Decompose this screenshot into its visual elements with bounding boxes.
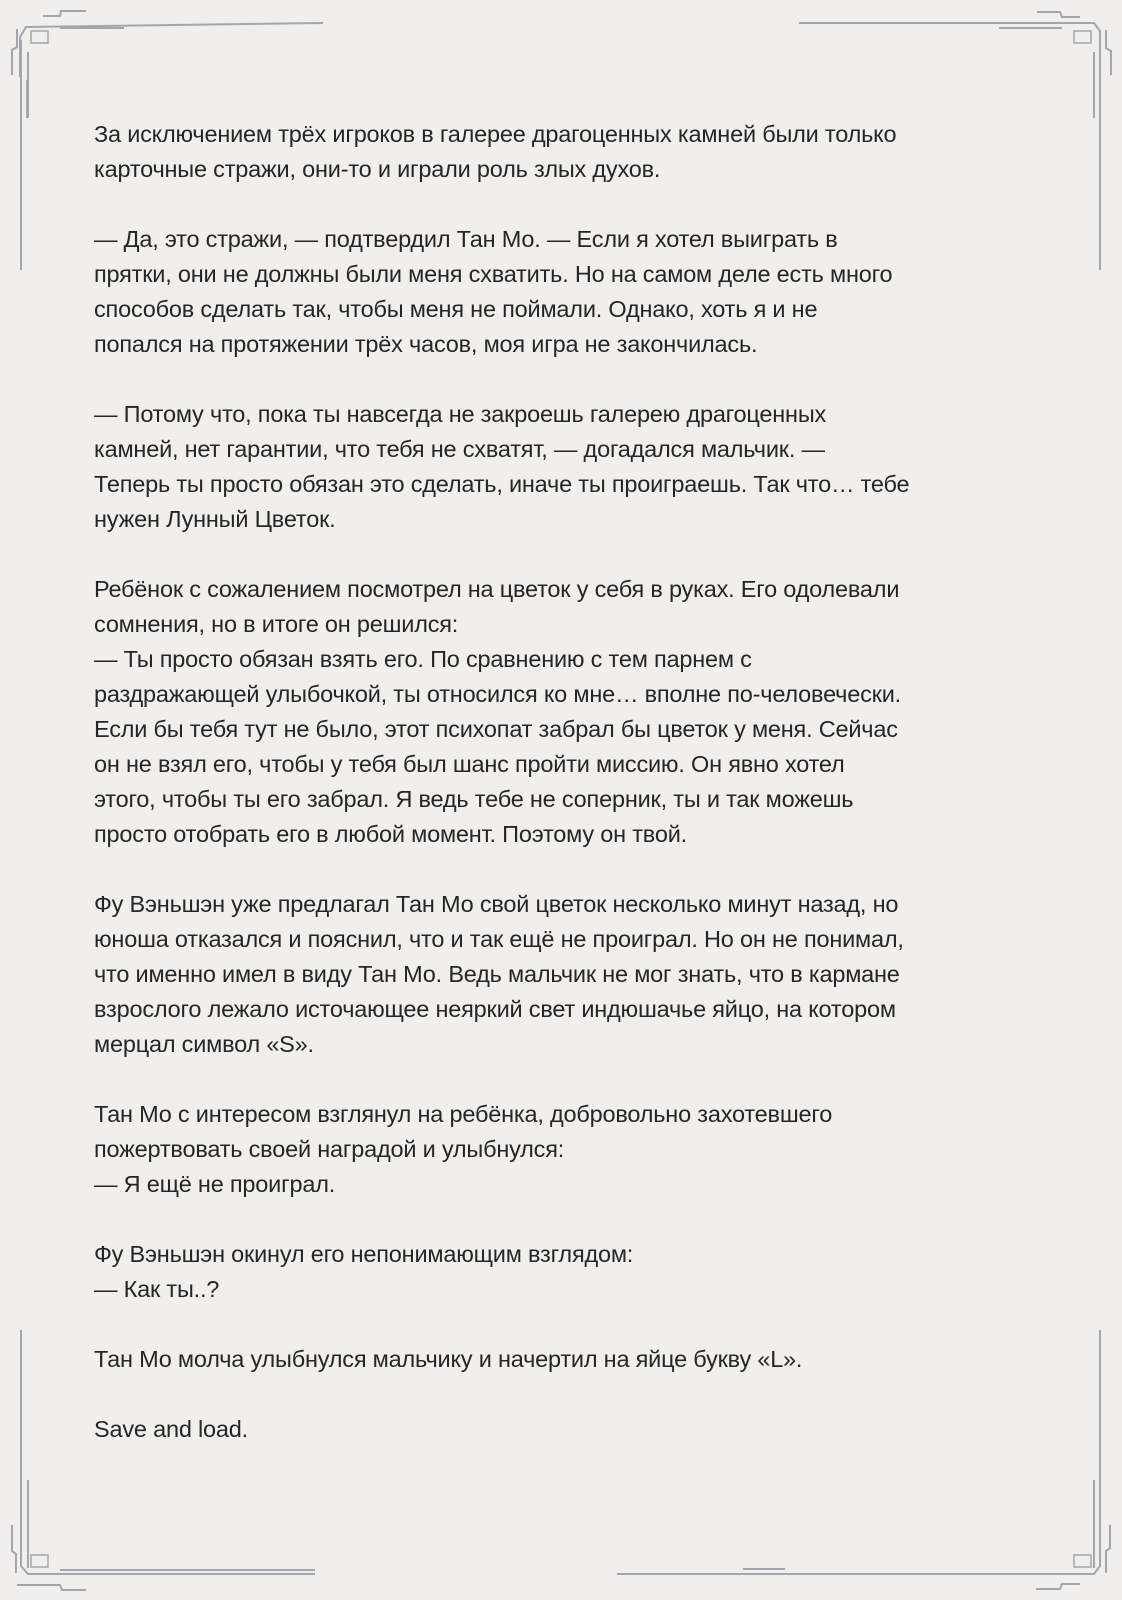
paragraph bbox=[94, 1237, 1034, 1307]
paragraph bbox=[94, 222, 1034, 362]
text-line: просто отобрать его в любой момент. Поэтому он твой. bbox=[94, 821, 687, 847]
paragraph bbox=[94, 1342, 1034, 1377]
paragraph bbox=[94, 572, 1034, 852]
text-line: он не взял его, чтобы у тебя был шанс пройти миссию. Он явно хотел bbox=[94, 751, 845, 777]
text-line: — Я ещё не проиграл. bbox=[94, 1171, 336, 1197]
text-line: Теперь ты просто обязан это сделать, иначе ты проиграешь. Так что… тебе bbox=[94, 471, 910, 497]
text-line: мерцал символ «S». bbox=[94, 1031, 314, 1057]
paragraph bbox=[94, 117, 1034, 187]
text-line: — Ты просто обязан взять его. По сравнению с тем парнем с bbox=[94, 646, 752, 672]
document-body bbox=[94, 117, 1034, 1482]
text-line: карточные стражи, они-то и играли роль злых духов. bbox=[94, 156, 661, 182]
text-line: — Как ты..? bbox=[94, 1276, 220, 1302]
text-line: Фу Вэньшэн окинул его непонимающим взглядом: bbox=[94, 1241, 634, 1267]
text-line: За исключением трёх игроков в галерее драгоценных камней были только bbox=[94, 121, 897, 147]
text-line: прятки, они не должны были меня схватить. Но на самом деле есть много bbox=[94, 261, 893, 287]
text-line: — Да, это стражи, — подтвердил Тан Мо. — Если я хотел выиграть в bbox=[94, 226, 838, 252]
text-line: попался на протяжении трёх часов, моя игра не закончилась. bbox=[94, 331, 758, 357]
text-line: этого, чтобы ты его забрал. Я ведь тебе не соперник, ты и так можешь bbox=[94, 786, 854, 812]
text-line: юноша отказался и пояснил, что и так ещё не проиграл. Но он не понимал, bbox=[94, 926, 904, 952]
paragraph bbox=[94, 397, 1034, 537]
text-line: что именно имел в виду Тан Мо. Ведь мальчик не мог знать, что в кармане bbox=[94, 961, 900, 987]
text-line: раздражающей улыбочкой, ты относился ко мне… вполне по-человечески. bbox=[94, 681, 901, 707]
text-line: взрослого лежало источающее неяркий свет индюшачье яйцо, на котором bbox=[94, 996, 896, 1022]
text-line: — Потому что, пока ты навсегда не закроешь галерею драгоценных bbox=[94, 401, 827, 427]
text-line: Ребёнок с сожалением посмотрел на цветок у себя в руках. Его одолевали bbox=[94, 576, 900, 602]
text-line: нужен Лунный Цветок. bbox=[94, 506, 336, 532]
text-line: камней, нет гарантии, что тебя не схватят, — догадался мальчик. — bbox=[94, 436, 825, 462]
text-line: Save and load. bbox=[94, 1416, 248, 1442]
text-line: Тан Мо с интересом взглянул на ребёнка, добровольно захотевшего bbox=[94, 1101, 833, 1127]
text-line: сомнения, но в итоге он решился: bbox=[94, 611, 459, 637]
text-line: Тан Мо молча улыбнулся мальчику и начертил на яйце букву «L». bbox=[94, 1346, 803, 1372]
paragraph bbox=[94, 1097, 1034, 1202]
paragraph bbox=[94, 887, 1034, 1062]
text-line: пожертвовать своей наградой и улыбнулся: bbox=[94, 1136, 565, 1162]
text-line: Если бы тебя тут не было, этот психопат забрал бы цветок у меня. Сейчас bbox=[94, 716, 898, 742]
paragraph bbox=[94, 1412, 1034, 1447]
text-line: способов сделать так, чтобы меня не поймали. Однако, хоть я и не bbox=[94, 296, 818, 322]
text-line: Фу Вэньшэн уже предлагал Тан Мо свой цветок несколько минут назад, но bbox=[94, 891, 899, 917]
